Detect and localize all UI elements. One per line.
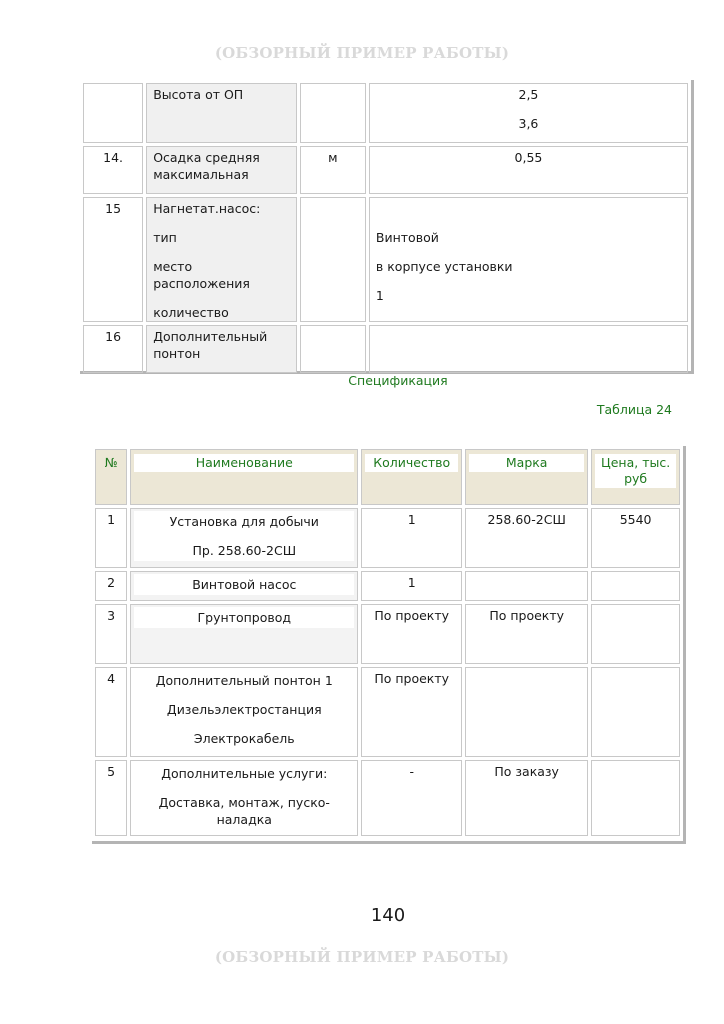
item-quantity: По проекту — [361, 667, 462, 757]
parameter-name: Осадка средняя максимальная — [146, 146, 297, 194]
unit — [300, 197, 366, 322]
row-number: 1 — [95, 508, 127, 568]
table-row — [83, 146, 688, 194]
specification-caption: Спецификация — [348, 373, 448, 388]
unit — [300, 83, 366, 143]
item-price — [591, 571, 680, 601]
item-quantity: По проекту — [361, 604, 462, 664]
header-number: № — [95, 449, 127, 505]
parameter-value — [369, 325, 688, 373]
parameter-name: Нагнетат.насос: тип место расположения количество — [146, 197, 297, 322]
characteristics-table — [80, 80, 694, 374]
header-price: Цена, тыс. руб — [591, 449, 680, 505]
item-price — [591, 604, 680, 664]
table-row — [95, 508, 680, 568]
item-name: Дополнительный понтон 1 Дизельэлектростанция Электрокабель — [130, 667, 358, 757]
table-row — [83, 83, 688, 143]
item-brand — [465, 667, 588, 757]
item-name: Винтовой насос — [130, 571, 358, 601]
table-row — [95, 667, 680, 757]
item-brand: По заказу — [465, 760, 588, 836]
item-price: 5540 — [591, 508, 680, 568]
row-number — [83, 83, 143, 143]
watermark-bottom: (ОБЗОРНЫЙ ПРИМЕР РАБОТЫ) — [214, 948, 510, 966]
specification-table — [92, 446, 686, 844]
table-row — [95, 604, 680, 664]
unit — [300, 325, 366, 373]
row-number: 16 — [83, 325, 143, 373]
watermark-top: (ОБЗОРНЫЙ ПРИМЕР РАБОТЫ) — [214, 44, 510, 62]
parameter-name: Дополнительный понтон — [146, 325, 297, 373]
parameter-value: 2,5 3,6 — [369, 83, 688, 143]
table-row — [95, 760, 680, 836]
table-row — [95, 571, 680, 601]
table-header-row — [95, 449, 680, 505]
row-number: 2 — [95, 571, 127, 601]
row-number: 3 — [95, 604, 127, 664]
row-number: 14. — [83, 146, 143, 194]
header-quantity: Количество — [361, 449, 462, 505]
row-number: 5 — [95, 760, 127, 836]
item-price — [591, 667, 680, 757]
unit: м — [300, 146, 366, 194]
table-number: Таблица 24 — [596, 402, 672, 417]
item-brand — [465, 571, 588, 601]
item-name: Грунтопровод — [130, 604, 358, 664]
row-number: 15 — [83, 197, 143, 322]
item-brand: 258.60-2СШ — [465, 508, 588, 568]
parameter-value: 0,55 — [369, 146, 688, 194]
parameter-name: Высота от ОП — [146, 83, 297, 143]
header-name: Наименование — [130, 449, 358, 505]
item-brand: По проекту — [465, 604, 588, 664]
item-quantity: 1 — [361, 571, 462, 601]
row-number: 4 — [95, 667, 127, 757]
table-row — [83, 197, 688, 322]
item-quantity: - — [361, 760, 462, 836]
table-row — [83, 325, 688, 373]
item-name: Дополнительные услуги: Доставка, монтаж, пуско-наладка — [130, 760, 358, 836]
parameter-value: Винтовой в корпусе установки 1 — [369, 197, 688, 322]
item-name: Установка для добычи Пр. 258.60-2СШ — [130, 508, 358, 568]
header-brand: Марка — [465, 449, 588, 505]
item-quantity: 1 — [361, 508, 462, 568]
item-price — [591, 760, 680, 836]
page-number: 140 — [370, 905, 406, 926]
